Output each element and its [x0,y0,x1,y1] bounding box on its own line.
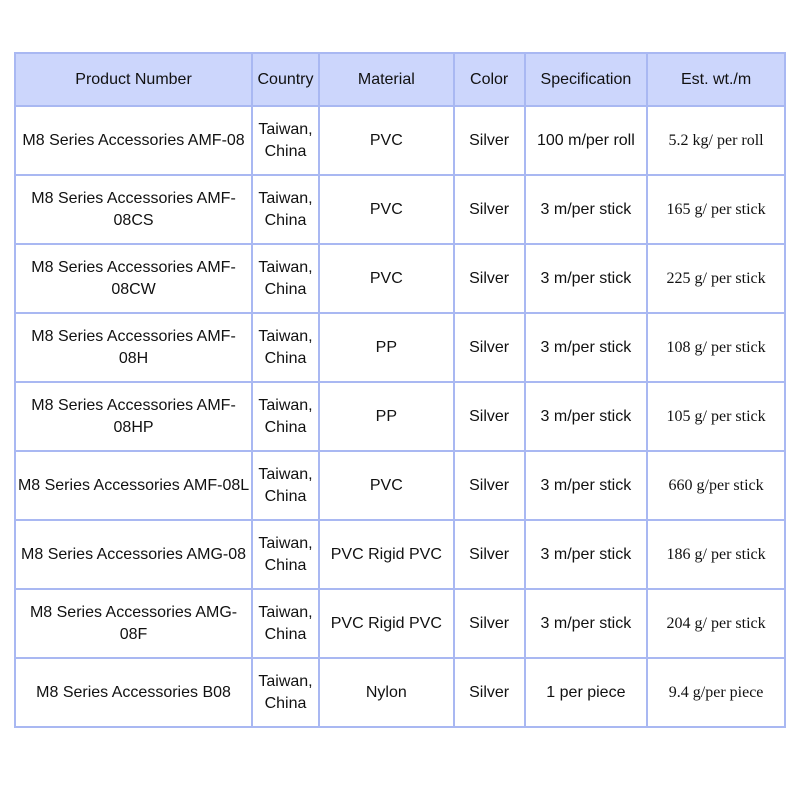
cell-material: PP [319,382,454,451]
header-color: Color [454,53,525,106]
cell-country: Taiwan, China [252,451,319,520]
cell-color: Silver [454,451,525,520]
cell-specification: 3 m/per stick [525,175,648,244]
header-product-number: Product Number [15,53,252,106]
cell-product-number: M8 Series Accessories B08 [15,658,252,727]
cell-color: Silver [454,520,525,589]
table-row [15,313,785,382]
table-row [15,589,785,658]
cell-product-number: M8 Series Accessories AMF-08HP [15,382,252,451]
cell-color: Silver [454,313,525,382]
cell-color: Silver [454,106,525,175]
cell-color: Silver [454,244,525,313]
table-row [15,658,785,727]
cell-country: Taiwan, China [252,589,319,658]
cell-product-number: M8 Series Accessories AMG-08 [15,520,252,589]
table-row [15,520,785,589]
cell-color: Silver [454,658,525,727]
cell-country: Taiwan, China [252,520,319,589]
table-row [15,244,785,313]
cell-specification: 3 m/per stick [525,451,648,520]
cell-material: PVC [319,244,454,313]
table-row [15,106,785,175]
cell-country: Taiwan, China [252,382,319,451]
cell-country: Taiwan, China [252,658,319,727]
cell-material: PVC [319,175,454,244]
cell-specification: 3 m/per stick [525,520,648,589]
cell-color: Silver [454,175,525,244]
table-row [15,382,785,451]
cell-specification: 1 per piece [525,658,648,727]
cell-color: Silver [454,589,525,658]
cell-material: PVC [319,106,454,175]
cell-country: Taiwan, China [252,175,319,244]
header-est-weight: Est. wt./m [647,53,785,106]
cell-material: Nylon [319,658,454,727]
cell-est-weight: 105 g/ per stick [647,382,785,451]
cell-material: PP [319,313,454,382]
cell-material: PVC [319,451,454,520]
cell-specification: 3 m/per stick [525,382,648,451]
cell-est-weight: 660 g/per stick [647,451,785,520]
cell-est-weight: 186 g/ per stick [647,520,785,589]
cell-country: Taiwan, China [252,313,319,382]
cell-product-number: M8 Series Accessories AMF-08H [15,313,252,382]
cell-product-number: M8 Series Accessories AMF-08CS [15,175,252,244]
header-specification: Specification [525,53,648,106]
product-table [14,52,786,728]
cell-est-weight: 108 g/ per stick [647,313,785,382]
cell-est-weight: 225 g/ per stick [647,244,785,313]
cell-product-number: M8 Series Accessories AMG-08F [15,589,252,658]
cell-specification: 3 m/per stick [525,589,648,658]
cell-color: Silver [454,382,525,451]
cell-specification: 3 m/per stick [525,244,648,313]
table-header-row [15,53,785,106]
cell-est-weight: 165 g/ per stick [647,175,785,244]
header-material: Material [319,53,454,106]
cell-product-number: M8 Series Accessories AMF-08 [15,106,252,175]
cell-material: PVC Rigid PVC [319,520,454,589]
cell-est-weight: 5.2 kg/ per roll [647,106,785,175]
cell-est-weight: 9.4 g/per piece [647,658,785,727]
table-row [15,175,785,244]
cell-product-number: M8 Series Accessories AMF-08L [15,451,252,520]
cell-specification: 3 m/per stick [525,313,648,382]
cell-specification: 100 m/per roll [525,106,648,175]
table-row [15,451,785,520]
cell-product-number: M8 Series Accessories AMF-08CW [15,244,252,313]
cell-material: PVC Rigid PVC [319,589,454,658]
cell-country: Taiwan, China [252,106,319,175]
cell-est-weight: 204 g/ per stick [647,589,785,658]
cell-country: Taiwan, China [252,244,319,313]
header-country: Country [252,53,319,106]
